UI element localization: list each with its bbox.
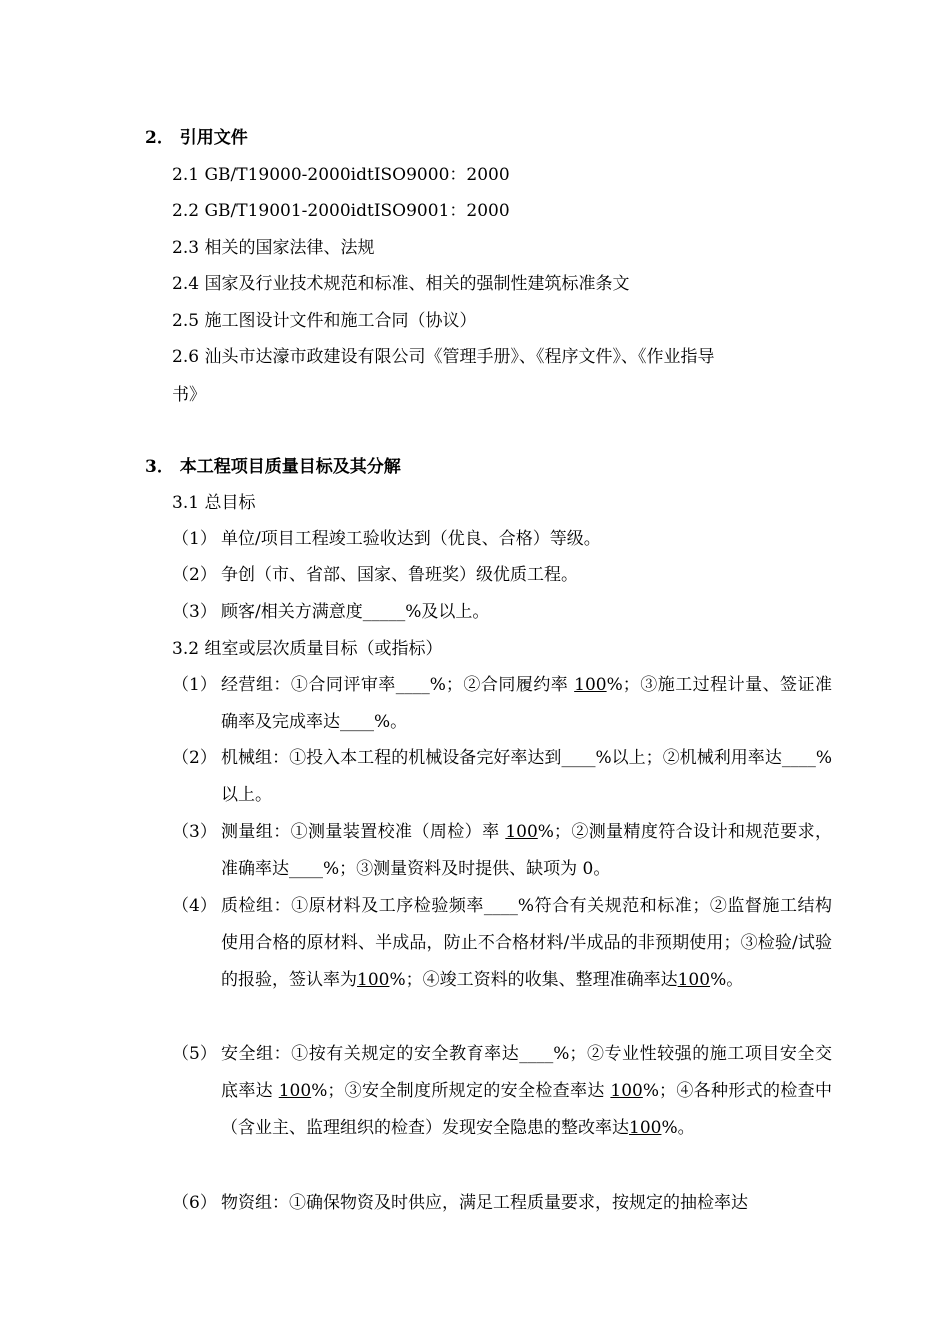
item-number: （1） — [172, 529, 217, 549]
subsection-3-1: 3.1 总目标 — [172, 493, 256, 513]
underlined-value: 100 — [629, 1118, 662, 1138]
text-part: 经营组：①合同评审率 — [221, 675, 396, 695]
fill-blank: ____ — [483, 896, 518, 916]
fill-blank: ____ — [561, 748, 596, 768]
fill-blank: ____ — [289, 859, 323, 879]
text-part: %及以上。 — [405, 602, 490, 622]
text-part: %；②专业性较强的施工项目安全交底率达 — [221, 1044, 833, 1101]
text-part: %。 — [710, 970, 744, 990]
item-text: 单位/项目工程竣工验收达到（优良、合格）等级。 — [221, 529, 601, 549]
fill-blank: ____ — [395, 675, 430, 695]
text-part: %；③测量资料及时提供、缺项为 0。 — [323, 859, 611, 879]
item-number: （3） — [172, 602, 217, 622]
item-number: （3） — [172, 822, 217, 842]
text-part: 安全组：①按有关规定的安全教育率达 — [221, 1044, 520, 1064]
ref-2-2: 2.2 GB/T19001-2000idtISO9001：2000 — [172, 201, 510, 221]
text-part: %；③施工过程计量、签证准确率及完成率达 — [221, 675, 833, 732]
text-part: %；④各种形式的检查中（含业主、监理组织的检查）发现安全隐患的整改率达 — [221, 1081, 833, 1138]
underlined-value: 100 — [357, 970, 390, 990]
text-part: %以上；②机械利用率达 — [595, 748, 782, 768]
fill-blank: ____ — [519, 1044, 554, 1064]
item-text: 争创（市、省部、国家、鲁班奖）级优质工程。 — [221, 565, 578, 585]
underlined-value: 100 — [574, 675, 607, 695]
item-text — [221, 1036, 832, 1147]
target-item — [172, 1185, 832, 1222]
text-part: %。 — [374, 712, 408, 732]
item-number: （4） — [172, 896, 217, 916]
fill-blank: ____ — [781, 748, 816, 768]
text-part: %；②测量精度符合设计和规范要求，准确率达 — [221, 822, 833, 879]
text-part: %以上。 — [221, 748, 833, 805]
text-part: %；②合同履约率 — [429, 675, 575, 695]
section-2-heading: 2． 引用文件 — [145, 128, 248, 148]
ref-2-4: 2.4 国家及行业技术规范和标准、相关的强制性建筑标准条文 — [172, 274, 630, 294]
item-text — [221, 740, 832, 814]
underlined-value: 100 — [505, 822, 538, 842]
ref-2-6-cont: 书》 — [172, 385, 206, 405]
item-number: （2） — [172, 748, 217, 768]
fill-blank: _____ — [362, 602, 406, 622]
underlined-value: 100 — [610, 1081, 643, 1101]
text-part: 测量组：①测量装置校准（周检）率 — [221, 822, 506, 842]
item-text — [221, 594, 832, 631]
subsection-3-2: 3.2 组室或层次质量目标（或指标） — [172, 639, 443, 659]
target-item — [172, 888, 832, 999]
ref-2-3: 2.3 相关的国家法律、法规 — [172, 238, 375, 258]
ref-2-1: 2.1 GB/T19000-2000idtISO9000：2000 — [172, 165, 510, 185]
ref-2-5: 2.5 施工图设计文件和施工合同（协议） — [172, 311, 477, 331]
item-number: （1） — [172, 675, 217, 695]
goal-item — [172, 557, 832, 594]
item-text — [221, 1185, 832, 1222]
text-part: %；③安全制度所规定的安全检查率达 — [311, 1081, 611, 1101]
target-item — [172, 667, 832, 741]
underlined-value: 100 — [278, 1081, 312, 1101]
goal-item — [172, 594, 832, 631]
target-item — [172, 1036, 832, 1147]
item-number: （6） — [172, 1193, 217, 1213]
text-part: 质检组：①原材料及工序检验频率 — [221, 896, 484, 916]
text-part: 机械组：①投入本工程的机械设备完好率达到 — [221, 748, 562, 768]
fill-blank: ____ — [340, 712, 374, 732]
text-part: 顾客/相关方满意度 — [221, 602, 363, 622]
item-text — [221, 667, 832, 741]
underlined-value: 100 — [677, 970, 711, 990]
text-part: %符合有关规范和标准；②监督施工结构使用合格的原材料、半成品，防止不合格材料/半成品的非预期使用；③检验/试验的报验，签认率为 — [221, 896, 833, 990]
item-number: （2） — [172, 565, 217, 585]
target-item — [172, 814, 832, 888]
text-part: %；④竣工资料的收集、整理准确率达 — [389, 970, 678, 990]
text-part: %。 — [661, 1118, 695, 1138]
goal-item — [172, 521, 832, 558]
item-text — [221, 888, 832, 999]
ref-2-6: 2.6 汕头市达濠市政建设有限公司《管理手册》、《程序文件》、《作业指导 — [172, 347, 715, 367]
text-part: 物资组：①确保物资及时供应，满足工程质量要求，按规定的抽检率达 — [221, 1193, 748, 1213]
item-number: （5） — [172, 1044, 217, 1064]
target-item — [172, 740, 832, 814]
section-3-heading: 3． 本工程项目质量目标及其分解 — [145, 457, 401, 477]
item-text — [221, 814, 832, 888]
